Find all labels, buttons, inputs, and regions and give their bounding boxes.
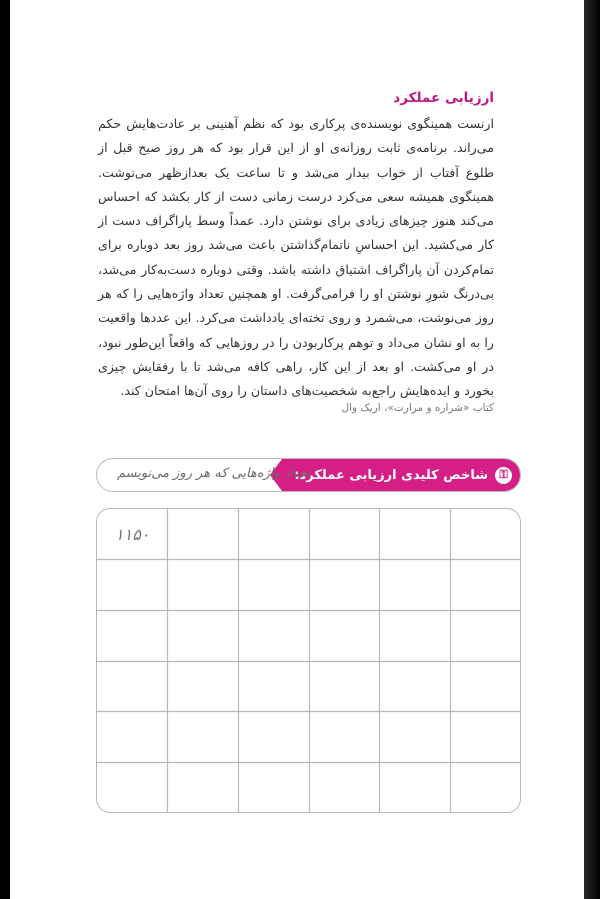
grid-cell-first-entry[interactable]: ۱۱۵۰ [115, 525, 150, 544]
book-page [10, 0, 584, 899]
grid-lines [97, 509, 521, 813]
kpi-label-tab [282, 459, 520, 491]
section-title: ارزیابی عملکرد [393, 90, 494, 106]
body-paragraph: ارنست همینگوی نویسنده‌ی پرکاری بود که نظم آهنینی بر عادت‌هایش حکم می‌راند. برنامه‌ی ثابت روزانه‌ی او از این قرار بود که هر روز صبح قبل از طلوع آفتاب از خواب بیدار می‌شد و تا ساعت یک بعدازظهر می‌نوشت. همینگوی همیشه سعی می‌کرد درست زمانی دست از کار بکشد که احساس می‌کند هنوز چیزهای زیادی برای نوشتن دارد. عمداً وسط پاراگراف دست از کار می‌کشید. این احساسِ ناتمام‌گذاشتن باعث می‌شد روز بعد دوباره برای تمام‌کردن آن پاراگراف اشتیاق داشته باشد. وقتی دوباره دست‌به‌کار می‌شد، بی‌درنگ شورِ نوشتن او را فرامی‌گرفت. او همچنین تعداد واژه‌هایی را که هر روز می‌نوشت، می‌شمرد و روی تخته‌ای یادداشت می‌کرد. این عددها واقعیت را به او نشان می‌داد و توهم پرکاربودن را در روزهایی که واقعاً این‌طور نبود، در او می‌کشت. او بعد از این کار، راهی کافه می‌شد تا با رفقایش چیزی بخورد و ایده‌هایش راجع‌به شخصیت‌های داستان را روی آن‌ها امتحان کند. [98, 116, 494, 399]
key-icon: ⚿ [495, 467, 512, 484]
kpi-handwritten-value: تعداد واژه‌هایی که هر روز می‌نویسم [117, 466, 311, 481]
kpi-label-text: شاخص کلیدی ارزیابی عملکرد: [294, 467, 488, 483]
tracker-grid [96, 508, 521, 813]
page-edge-shadow [584, 0, 600, 899]
kpi-field[interactable] [96, 458, 521, 492]
source-citation: کتاب «شراره و مرارت»، اریک وال [341, 402, 494, 414]
